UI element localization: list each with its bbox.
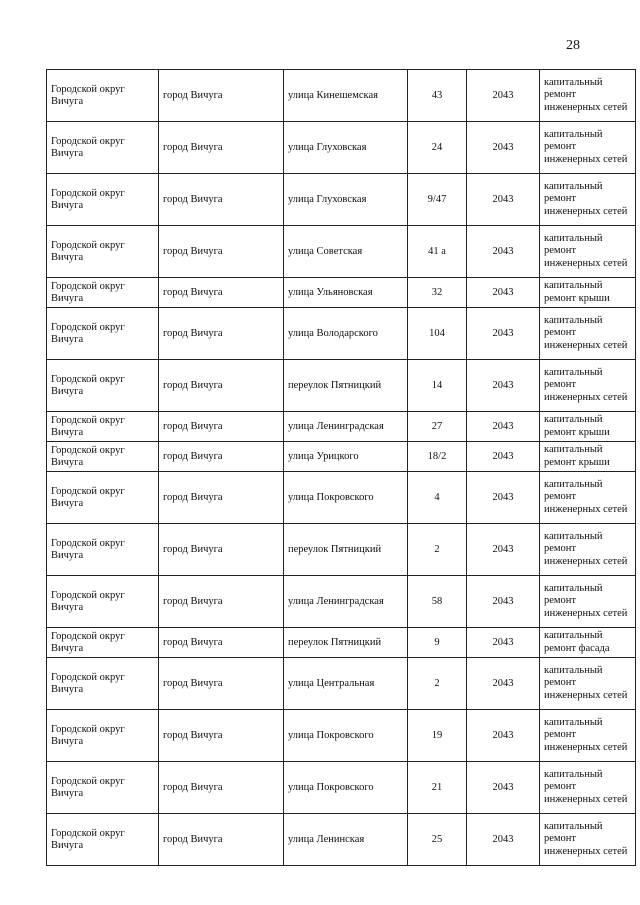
district-cell: Городской округ Вичуга xyxy=(47,814,159,866)
house-number-cell: 27 xyxy=(408,412,467,442)
city-cell: город Вичуга xyxy=(159,442,284,472)
city-cell: город Вичуга xyxy=(159,278,284,308)
house-number-cell: 21 xyxy=(408,762,467,814)
house-number-cell: 9/47 xyxy=(408,174,467,226)
district-cell: Городской округ Вичуга xyxy=(47,412,159,442)
city-cell: город Вичуга xyxy=(159,710,284,762)
street-cell: улица Центральная xyxy=(284,658,408,710)
house-number-cell: 104 xyxy=(408,308,467,360)
district-cell: Городской округ Вичуга xyxy=(47,360,159,412)
work-type-cell: капитальный ремонт инженерных сетей xyxy=(540,524,636,576)
house-number-cell: 18/2 xyxy=(408,442,467,472)
district-cell: Городской округ Вичуга xyxy=(47,658,159,710)
house-number-cell: 41 а xyxy=(408,226,467,278)
table-row xyxy=(47,360,636,412)
street-cell: улица Советская xyxy=(284,226,408,278)
district-cell: Городской округ Вичуга xyxy=(47,442,159,472)
year-cell: 2043 xyxy=(467,122,540,174)
city-cell: город Вичуга xyxy=(159,762,284,814)
year-cell: 2043 xyxy=(467,576,540,628)
street-cell: улица Покровского xyxy=(284,762,408,814)
table-row xyxy=(47,412,636,442)
street-cell: улица Покровского xyxy=(284,472,408,524)
work-type-cell: капитальный ремонт крыши xyxy=(540,278,636,308)
work-type-cell: капитальный ремонт инженерных сетей xyxy=(540,710,636,762)
table-row xyxy=(47,122,636,174)
street-cell: улица Ленинградская xyxy=(284,412,408,442)
district-cell: Городской округ Вичуга xyxy=(47,278,159,308)
year-cell: 2043 xyxy=(467,658,540,710)
year-cell: 2043 xyxy=(467,814,540,866)
table-row xyxy=(47,442,636,472)
city-cell: город Вичуга xyxy=(159,814,284,866)
table-row xyxy=(47,308,636,360)
table-row xyxy=(47,576,636,628)
work-type-cell: капитальный ремонт фасада xyxy=(540,628,636,658)
street-cell: улица Кинешемская xyxy=(284,70,408,122)
work-type-cell: капитальный ремонт инженерных сетей xyxy=(540,576,636,628)
street-cell: улица Глуховская xyxy=(284,174,408,226)
work-type-cell: капитальный ремонт крыши xyxy=(540,442,636,472)
street-cell: переулок Пятницкий xyxy=(284,360,408,412)
house-number-cell: 14 xyxy=(408,360,467,412)
house-number-cell: 58 xyxy=(408,576,467,628)
year-cell: 2043 xyxy=(467,412,540,442)
street-cell: улица Ленинградская xyxy=(284,576,408,628)
house-number-cell: 25 xyxy=(408,814,467,866)
city-cell: город Вичуга xyxy=(159,472,284,524)
district-cell: Городской округ Вичуга xyxy=(47,628,159,658)
district-cell: Городской округ Вичуга xyxy=(47,524,159,576)
street-cell: улица Урицкого xyxy=(284,442,408,472)
house-number-cell: 2 xyxy=(408,658,467,710)
work-type-cell: капитальный ремонт инженерных сетей xyxy=(540,174,636,226)
year-cell: 2043 xyxy=(467,472,540,524)
work-type-cell: капитальный ремонт инженерных сетей xyxy=(540,122,636,174)
work-type-cell: капитальный ремонт инженерных сетей xyxy=(540,762,636,814)
year-cell: 2043 xyxy=(467,308,540,360)
house-number-cell: 4 xyxy=(408,472,467,524)
year-cell: 2043 xyxy=(467,278,540,308)
house-number-cell: 2 xyxy=(408,524,467,576)
city-cell: город Вичуга xyxy=(159,308,284,360)
street-cell: переулок Пятницкий xyxy=(284,628,408,658)
district-cell: Городской округ Вичуга xyxy=(47,308,159,360)
district-cell: Городской округ Вичуга xyxy=(47,710,159,762)
work-type-cell: капитальный ремонт инженерных сетей xyxy=(540,360,636,412)
page-number: 28 xyxy=(566,38,580,53)
district-cell: Городской округ Вичуга xyxy=(47,762,159,814)
work-type-cell: капитальный ремонт инженерных сетей xyxy=(540,658,636,710)
street-cell: улица Глуховская xyxy=(284,122,408,174)
house-number-cell: 19 xyxy=(408,710,467,762)
work-type-cell: капитальный ремонт инженерных сетей xyxy=(540,472,636,524)
year-cell: 2043 xyxy=(467,442,540,472)
repair-schedule-table xyxy=(46,69,636,866)
district-cell: Городской округ Вичуга xyxy=(47,472,159,524)
district-cell: Городской округ Вичуга xyxy=(47,70,159,122)
table-row xyxy=(47,762,636,814)
table-row xyxy=(47,814,636,866)
table-body xyxy=(47,70,636,866)
year-cell: 2043 xyxy=(467,628,540,658)
work-type-cell: капитальный ремонт инженерных сетей xyxy=(540,70,636,122)
table-row xyxy=(47,710,636,762)
table-row xyxy=(47,226,636,278)
street-cell: улица Володарского xyxy=(284,308,408,360)
work-type-cell: капитальный ремонт инженерных сетей xyxy=(540,226,636,278)
table-row xyxy=(47,174,636,226)
year-cell: 2043 xyxy=(467,710,540,762)
table-row xyxy=(47,524,636,576)
city-cell: город Вичуга xyxy=(159,412,284,442)
city-cell: город Вичуга xyxy=(159,576,284,628)
city-cell: город Вичуга xyxy=(159,360,284,412)
district-cell: Городской округ Вичуга xyxy=(47,226,159,278)
year-cell: 2043 xyxy=(467,70,540,122)
work-type-cell: капитальный ремонт крыши xyxy=(540,412,636,442)
street-cell: улица Ленинская xyxy=(284,814,408,866)
city-cell: город Вичуга xyxy=(159,226,284,278)
street-cell: переулок Пятницкий xyxy=(284,524,408,576)
table-row xyxy=(47,70,636,122)
table-row xyxy=(47,658,636,710)
house-number-cell: 43 xyxy=(408,70,467,122)
year-cell: 2043 xyxy=(467,226,540,278)
house-number-cell: 9 xyxy=(408,628,467,658)
year-cell: 2043 xyxy=(467,524,540,576)
year-cell: 2043 xyxy=(467,174,540,226)
city-cell: город Вичуга xyxy=(159,174,284,226)
district-cell: Городской округ Вичуга xyxy=(47,576,159,628)
work-type-cell: капитальный ремонт инженерных сетей xyxy=(540,814,636,866)
city-cell: город Вичуга xyxy=(159,658,284,710)
house-number-cell: 24 xyxy=(408,122,467,174)
district-cell: Городской округ Вичуга xyxy=(47,174,159,226)
table-row xyxy=(47,472,636,524)
year-cell: 2043 xyxy=(467,360,540,412)
city-cell: город Вичуга xyxy=(159,524,284,576)
city-cell: город Вичуга xyxy=(159,628,284,658)
district-cell: Городской округ Вичуга xyxy=(47,122,159,174)
street-cell: улица Покровского xyxy=(284,710,408,762)
city-cell: город Вичуга xyxy=(159,122,284,174)
year-cell: 2043 xyxy=(467,762,540,814)
house-number-cell: 32 xyxy=(408,278,467,308)
work-type-cell: капитальный ремонт инженерных сетей xyxy=(540,308,636,360)
table-row xyxy=(47,278,636,308)
city-cell: город Вичуга xyxy=(159,70,284,122)
street-cell: улица Ульяновская xyxy=(284,278,408,308)
table-row xyxy=(47,628,636,658)
